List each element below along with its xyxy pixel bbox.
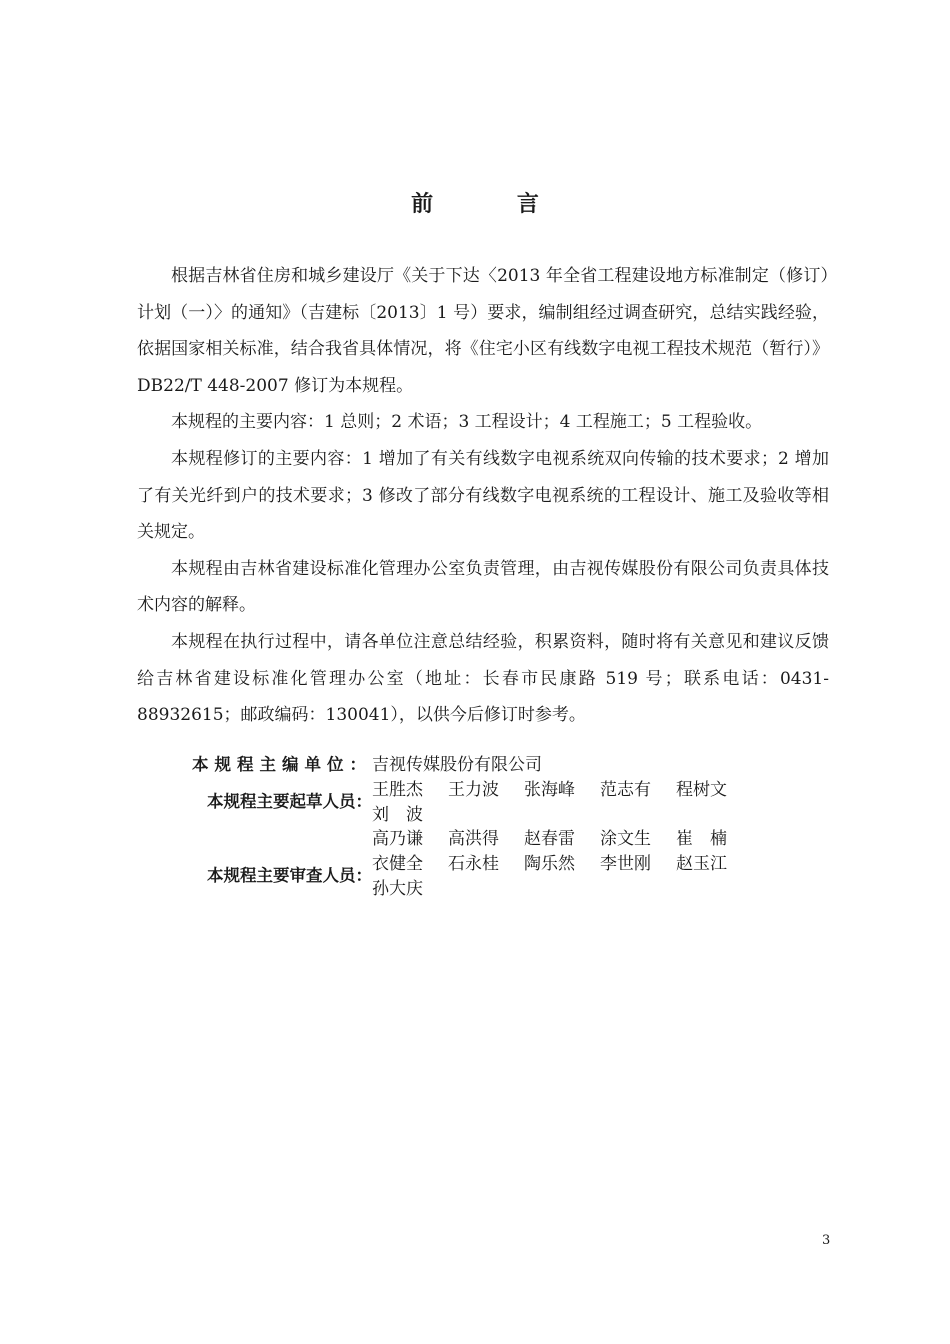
reviewer-name: 孙大庆: [372, 878, 423, 899]
reviewers-label: 本规程主要审查人员：: [207, 865, 372, 885]
drafters-names: [372, 775, 822, 825]
drafter-name: 涂文生: [600, 829, 651, 849]
drafter-name: 赵春雷: [524, 829, 575, 849]
reviewers-row: [137, 853, 829, 899]
paragraph-feedback: 本规程在执行过程中，请各单位注意总结经验，积累资料，随时将有关意见和建议反馈给吉林省建设标准化管理办公室（地址：长春市民康路 519 号；联系电话：0431-88932615；邮政编码：130041），以供今后修订时参考。: [137, 631, 829, 726]
drafters-row-1: [137, 779, 829, 825]
drafter-name: 王胜杰: [372, 779, 423, 800]
drafter-name: 范志有: [600, 779, 651, 800]
page-title: 前 言: [411, 192, 577, 217]
chief-editor-label: 本规程主编单位：: [192, 754, 372, 774]
drafter-name: 张海峰: [524, 779, 575, 800]
reviewer-name: 衣健全: [372, 853, 423, 874]
reviewer-name: 赵玉江: [676, 853, 727, 874]
page-number: 3: [822, 1233, 831, 1248]
chief-editor-value: 吉视传媒股份有限公司: [372, 755, 542, 775]
drafter-name: 王力波: [448, 779, 499, 800]
reviewer-name: 李世刚: [600, 853, 651, 874]
drafters-names-continued: [372, 824, 822, 849]
reviewer-name: 陶乐然: [524, 853, 575, 874]
drafter-name: 程树文: [676, 779, 727, 800]
drafter-name: 崔 楠: [676, 829, 727, 849]
preface-body: [137, 258, 829, 734]
drafter-name: 刘 波: [372, 804, 423, 825]
paragraph-management: 本规程由吉林省建设标准化管理办公室负责管理，由吉视传媒股份有限公司负责具体技术内容的解释。: [137, 558, 829, 616]
reviewers-names: [372, 849, 822, 899]
paragraph-revision-content: 本规程修订的主要内容：1 增加了有关有线数字电视系统双向传输的技术要求；2 增加了有关光纤到户的技术要求；3 修改了部分有线数字电视系统的工程设计、施工及验收等相关规定。: [137, 448, 829, 543]
drafters-label: 本规程主要起草人员：: [207, 791, 372, 811]
drafter-name: 高乃谦: [372, 829, 423, 849]
credits-section: [137, 744, 829, 899]
reviewer-name: 石永桂: [448, 853, 499, 874]
paragraph-background: 根据吉林省住房和城乡建设厅《关于下达〈2013 年全省工程建设地方标准制定（修订）计划（一）〉的通知》（吉建标〔2013〕1 号）要求，编制组经过调查研究，总结实践经验，依据国家相关标准，结合我省具体情况，将《住宅小区有线数字电视工程技术规范（暂行）》DB22/T 448-2007 修订为本规程。: [137, 266, 829, 396]
paragraph-main-content: 本规程的主要内容：1 总则；2 术语；3 工程设计；4 工程施工；5 工程验收。: [171, 412, 763, 433]
drafter-name: 高洪得: [448, 829, 499, 849]
